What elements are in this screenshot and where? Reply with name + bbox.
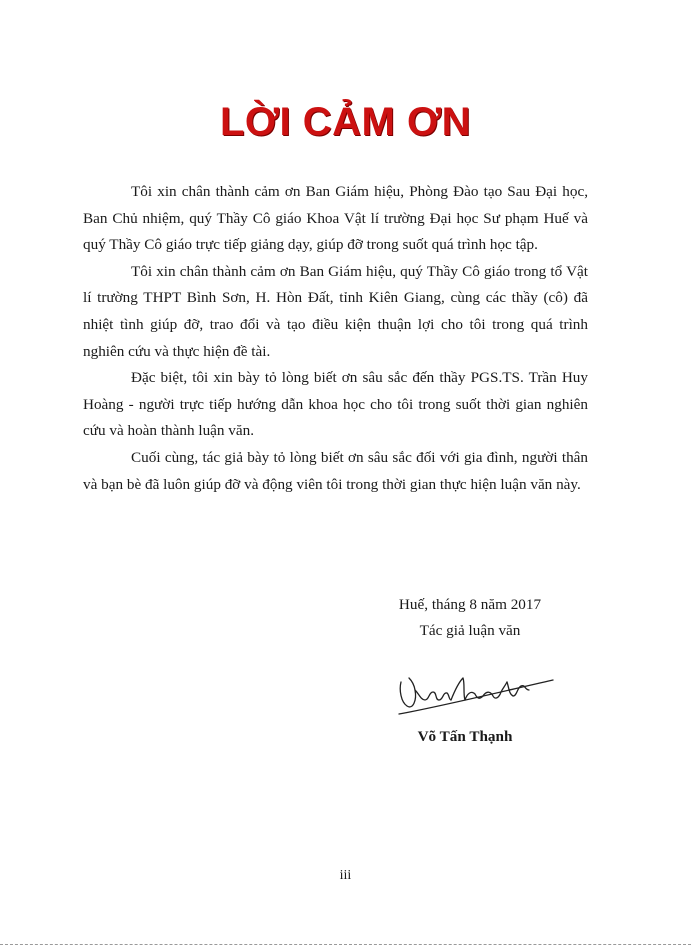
paragraph-1: Tôi xin chân thành cảm ơn Ban Giám hiệu, Phòng Đào tạo Sau Đại học, Ban Chủ nhiệm, quý Thầy Cô giáo Khoa Vật lí trường Đại học Sư phạm Huế và quý Thầy Cô giáo trực tiếp giảng dạy, giúp đỡ trong suốt quá trình học tập. xyxy=(83,183,588,254)
page-bottom-border xyxy=(0,944,691,945)
signer-name: Võ Tấn Thạnh xyxy=(417,728,513,745)
handwritten-signature xyxy=(393,660,558,716)
author-role: Tác giả luận văn xyxy=(419,622,521,639)
paragraph-4: Cuối cùng, tác giả bày tỏ lòng biết ơn sâu sắc đối với gia đình, người thân và bạn bè đã luôn giúp đỡ và động viên tôi trong thời gian thực hiện luận văn này. xyxy=(83,448,588,493)
page-title: LỜI CẢM ƠN xyxy=(220,100,471,144)
page-number: iii xyxy=(339,868,352,883)
acknowledgement-body xyxy=(83,179,588,498)
closing-block xyxy=(370,592,570,644)
paragraph-3: Đặc biệt, tôi xin bày tỏ lòng biết ơn sâu sắc đến thầy PGS.TS. Trần Huy Hoàng - người trực tiếp hướng dẫn khoa học cho tôi trong suốt thời gian nghiên cứu và hoàn thành luận văn. xyxy=(83,369,588,440)
place-date: Huế, tháng 8 năm 2017 xyxy=(398,596,542,613)
paragraph-2: Tôi xin chân thành cảm ơn Ban Giám hiệu, quý Thầy Cô giáo trong tổ Vật lí trường THPT Bình Sơn, H. Hòn Đất, tỉnh Kiên Giang, cùng các thầy (cô) đã nhiệt tình giúp đỡ, trao đổi và tạo điều kiện thuận lợi cho tôi trong quá trình nghiên cứu và thực hiện đề tài. xyxy=(83,262,588,360)
